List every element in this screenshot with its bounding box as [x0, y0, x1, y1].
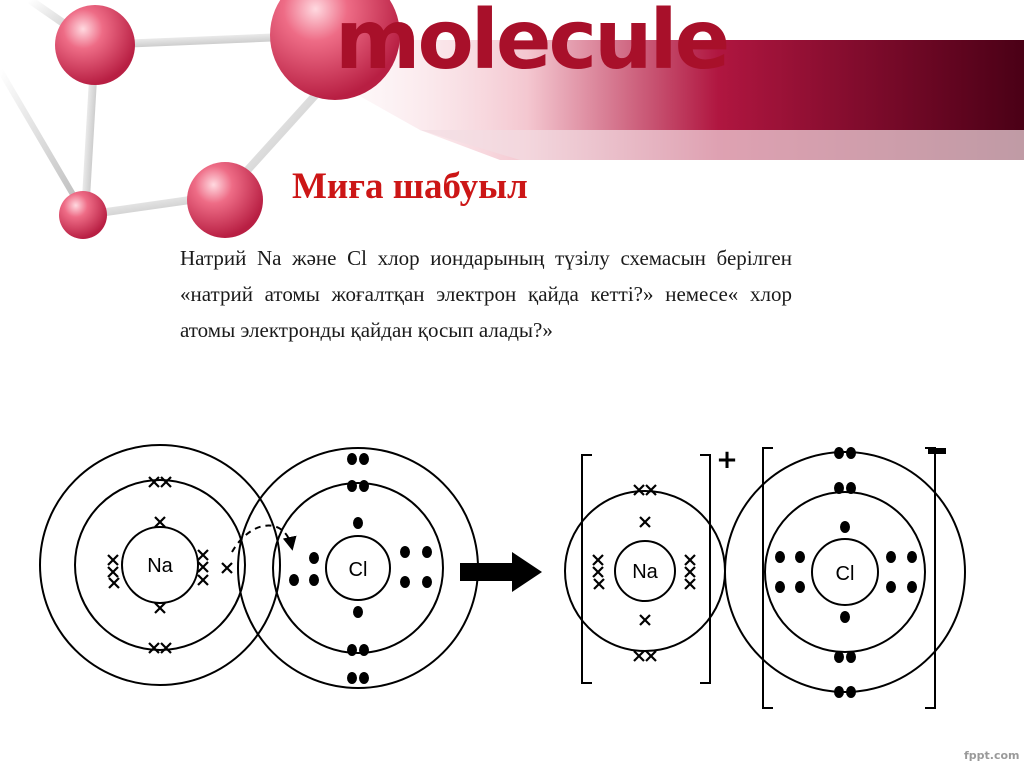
right-bracket: [700, 455, 710, 683]
brand-logo-text: molecule: [335, 0, 728, 88]
reaction-arrow: [460, 552, 542, 592]
chloride-symbol: Cl: [835, 563, 855, 585]
chloride-ion: [725, 447, 965, 708]
chlorine-atom: [238, 448, 478, 688]
question-paragraph: Натрий Na және Cl хлор иондарының түзілу схемасын берілген «натрий атомы жоғалтқан электрон қайда кетті?» немесе« хлор атомы электронды қайдан қосып алады?»: [180, 246, 792, 342]
right-bracket: [925, 448, 935, 708]
electron-transfer-arrow: [232, 526, 292, 552]
molecule-atom: [59, 191, 107, 239]
sodium-ion: [565, 445, 738, 683]
molecule-atom: [187, 162, 263, 238]
slide-title: Миға шабуыл: [292, 166, 528, 207]
sodium-symbol: Na: [147, 555, 173, 577]
sodium-ion-symbol: Na: [632, 561, 658, 583]
banner-band-shade: [420, 130, 1024, 160]
positive-charge: +: [716, 445, 738, 475]
footer-watermark: fppt.com: [964, 749, 1020, 762]
molecule-bond: [0, 70, 85, 215]
left-bracket: [763, 448, 773, 708]
left-bracket: [582, 455, 592, 683]
chlorine-symbol: Cl: [348, 559, 368, 581]
molecule-atom: [55, 5, 135, 85]
sodium-atom: [40, 445, 280, 685]
negative-charge: [928, 448, 946, 454]
